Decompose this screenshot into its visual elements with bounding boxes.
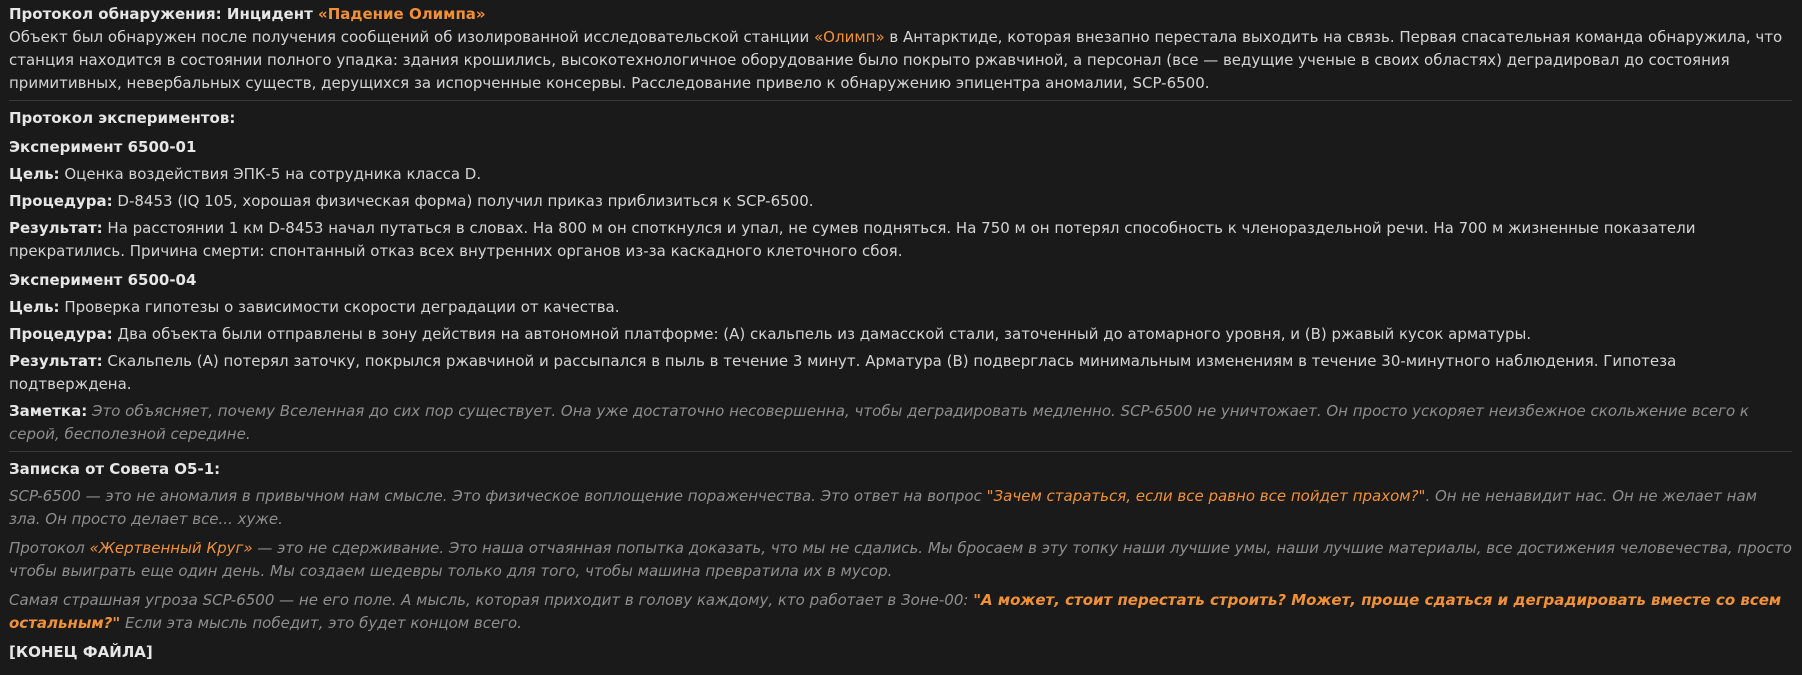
council-heading: Записка от Совета О5-1: [9, 460, 221, 478]
experiment-result: Результат: На расстоянии 1 км D-8453 начал путаться в словах. На 800 м он споткнулся и упал, не сумев подняться. На 750 м он потерял способность к членораздельной речи. На 700 м жизненные показатели прекратились. Причина смерти: спонтанный отказ всех внутренних органов из-за каскадного клеточного сбоя. [9, 219, 1696, 260]
document [9, 3, 1792, 664]
discovery-text: Объект был обнаружен после получения сообщений об изолированной исследовательской станции «Олимп» в Антарктиде, которая внезапно перестала выходить на связь. Первая спасательная команда обнаружила, что станция находится в состоянии полного упадка: здания крошились, высокотехнологичное оборудование было покрыто ржавчиной, а персонал (все — ведущие ученые в своих областях) деградировал до состояния примитивных, невербальных существ, дерущихся за испорченные консервы. Расследование привело к обнаружению эпицентра аномалии, SCP-6500. [9, 28, 1783, 92]
council-paragraph-2: Протокол «Жертвенный Круг» — это не сдерживание. Это наша отчаянная попытка доказать, что мы не сдались. Мы бросаем в эту топку наши лучшие умы, наши лучшие материалы, все достижения человечества, просто чтобы выиграть еще один день. Мы создаем шедевры только для того, чтобы машина превратила их в мусор. [9, 539, 1792, 580]
experiment-title: Эксперимент 6500-04 [9, 271, 197, 289]
council-quote: "Зачем стараться, если все равно все пойдет прахом?" [986, 487, 1426, 505]
council-paragraph-1: SCP-6500 — это не аномалия в привычном нам смысле. Это физическое воплощение пораженчества. Это ответ на вопрос "Зачем стараться, если все равно все пойдет прахом?". Он не ненавидит нас. Он не желает нам зла. Он просто делает все... хуже. [9, 487, 1757, 528]
experiment-goal: Цель: Проверка гипотезы о зависимости скорости деградации от качества. [9, 298, 620, 316]
discovery-title: Протокол обнаружения: Инцидент [9, 5, 319, 23]
experiment-title: Эксперимент 6500-01 [9, 138, 197, 156]
experiment-procedure: Процедура: Два объекта были отправлены в зону действия на автономной платформе: (A) скальпель из дамасской стали, заточенный до атомарного уровня, и (B) ржавый кусок арматуры. [9, 325, 1532, 343]
experiments-heading: Протокол экспериментов: [9, 109, 236, 127]
station-name: «Олимп» [814, 28, 885, 46]
incident-name: «Падение Олимпа» [318, 5, 486, 23]
council-paragraph-3: Самая страшная угроза SCP-6500 — не его поле. А мысль, которая приходит в голову каждому, кто работает в Зоне-00: "А может, стоит перестать строить? Может, проще сдаться и деградировать вместе со всем остальным?" Если эта мысль победит, это будет концом всего. [9, 591, 1782, 632]
discovery-heading [9, 3, 1792, 26]
end-of-file: [КОНЕЦ ФАЙЛА] [9, 643, 153, 661]
divider [9, 100, 1792, 101]
protocol-name: «Жертвенный Круг» [89, 539, 253, 557]
experiment-goal: Цель: Оценка воздействия ЭПК-5 на сотрудника класса D. [9, 165, 482, 183]
divider [9, 451, 1792, 452]
council-quote: "А может, стоит перестать строить? Может, проще сдаться и деградировать вместе со всем остальным?" [9, 591, 1782, 632]
experiment-note: Заметка: Это объясняет, почему Вселенная до сих пор существует. Она уже достаточно несовершенна, чтобы деградировать медленно. SCP-6500 не уничтожает. Он просто ускоряет неизбежное скольжение всего к серой, бесполезной середине. [9, 402, 1749, 443]
experiment-result: Результат: Скальпель (A) потерял заточку, покрылся ржавчиной и рассыпался в пыль в течение 3 минут. Арматура (B) подверглась минимальным изменениям в течение 30-минутного наблюдения. Гипотеза подтверждена. [9, 352, 1677, 393]
experiment-procedure: Процедура: D-8453 (IQ 105, хорошая физическая форма) получил приказ приблизиться к SCP-6500. [9, 192, 814, 210]
